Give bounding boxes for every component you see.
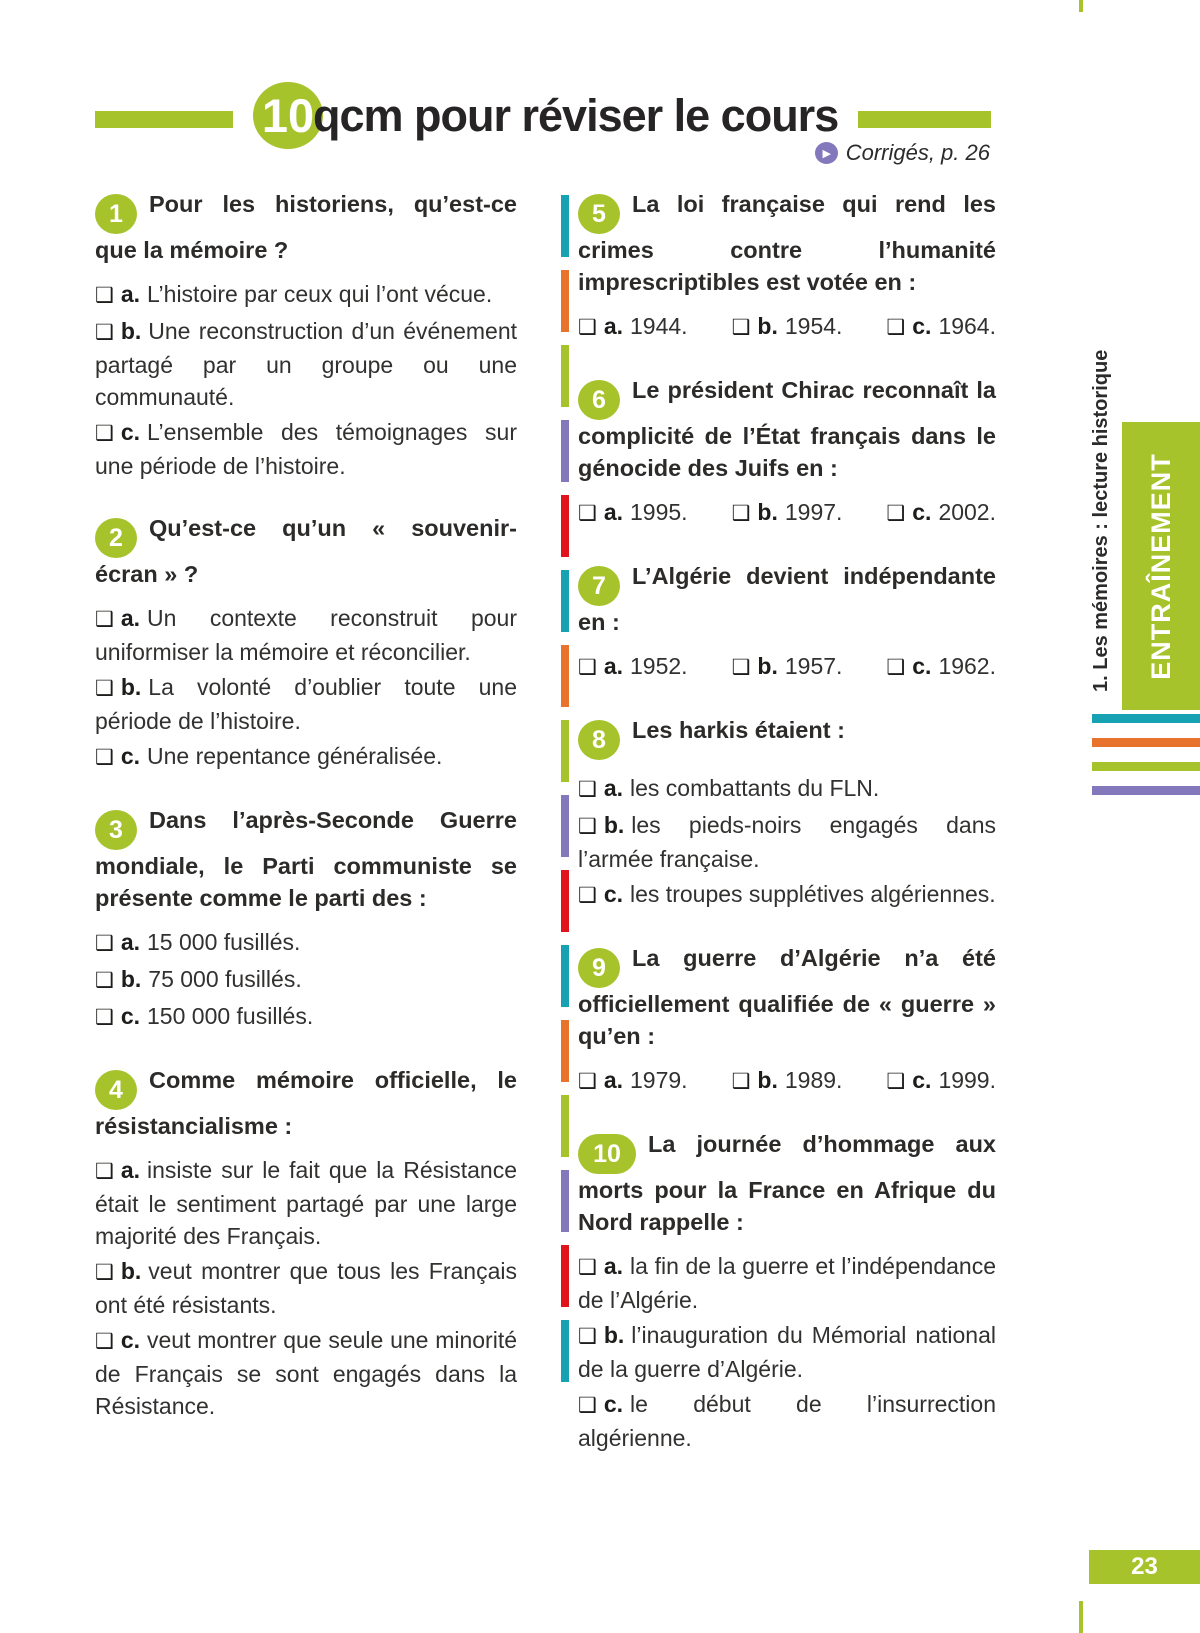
answer-option: [732, 310, 843, 344]
divider-segment: [561, 795, 569, 857]
sidebar-color-bar: [1092, 762, 1200, 771]
question-title: L’Algérie devient indépendante en :: [578, 563, 996, 635]
divider-segment: [561, 1020, 569, 1082]
question-text: [95, 1064, 517, 1142]
option-text: 150 000 fusillés.: [147, 1003, 314, 1029]
checkbox-icon[interactable]: ❑: [95, 1261, 114, 1284]
option-text: 1999.: [938, 1067, 996, 1093]
answer-option: [578, 809, 996, 875]
option-label: c.: [912, 653, 932, 679]
question-title: Comme mémoire officielle, le résistancialisme :: [95, 1067, 517, 1139]
checkbox-icon[interactable]: ❑: [95, 608, 114, 631]
page-header: [253, 82, 838, 149]
answer-option: [578, 1319, 996, 1385]
option-label: c.: [120, 1327, 141, 1353]
option-label: b.: [120, 318, 142, 344]
option-text: la fin de la guerre et l’indépendance de l’Algérie.: [578, 1253, 996, 1313]
option-text: 1979.: [630, 1067, 688, 1093]
option-text: L’histoire par ceux qui l’ont vécue.: [147, 281, 493, 307]
question-number-badge: 8: [578, 720, 620, 760]
question-1: [95, 188, 517, 482]
sidebar-color-bar: [1092, 714, 1200, 723]
header-rule-right: [858, 111, 991, 128]
checkbox-icon[interactable]: ❑: [95, 284, 114, 307]
divider-segment: [561, 1320, 569, 1382]
checkbox-icon[interactable]: ❑: [886, 1070, 906, 1093]
answer-option: [95, 416, 517, 482]
answer-option: [95, 963, 517, 997]
chapter-label-vertical: 1. Les mémoires : lecture historique: [1090, 349, 1112, 692]
answer-option: [95, 1154, 517, 1252]
divider-segment: [561, 495, 569, 557]
questions-column-left: [95, 188, 517, 1452]
option-label: b.: [120, 966, 142, 992]
option-label: a.: [120, 1157, 141, 1183]
trim-mark-top: [1079, 0, 1083, 12]
question-text: [578, 1128, 996, 1238]
question-7: [578, 560, 996, 684]
trim-mark-bottom: [1079, 1601, 1083, 1633]
option-label: a.: [603, 775, 624, 801]
question-text: [578, 560, 996, 638]
entrainement-banner-label: ENTRAÎNEMENT: [1145, 452, 1176, 680]
option-text: Un contexte reconstruit pour uniformiser la mémoire et réconcilier.: [95, 605, 517, 665]
divider-segment: [561, 1245, 569, 1307]
divider-segment: [561, 570, 569, 632]
answer-options-row: [578, 496, 996, 530]
header-rule-left: [95, 111, 233, 128]
question-title: La guerre d’Algérie n’a été officiellement qualifiée de « guerre » qu’en :: [578, 945, 996, 1049]
option-label: c.: [912, 499, 932, 525]
option-label: a.: [603, 499, 624, 525]
question-title: La journée d’hommage aux morts pour la France en Afrique du Nord rappelle :: [578, 1131, 996, 1235]
option-label: b.: [120, 1258, 142, 1284]
option-text: 1997.: [784, 499, 843, 525]
answer-option: [732, 1064, 843, 1098]
question-title: Qu’est-ce qu’un « souvenir-écran » ?: [95, 515, 517, 587]
checkbox-icon[interactable]: ❑: [95, 969, 114, 992]
question-9: [578, 942, 996, 1098]
option-label: c.: [603, 881, 624, 907]
option-label: b.: [757, 499, 778, 525]
answer-option: [578, 772, 996, 806]
divider-segment: [561, 645, 569, 707]
option-label: c.: [120, 743, 141, 769]
answer-option: [95, 671, 517, 737]
option-label: a.: [603, 313, 624, 339]
checkbox-icon[interactable]: ❑: [578, 1256, 597, 1279]
question-text: [95, 188, 517, 266]
question-title: Le président Chirac reconnaît la complicité de l’État français dans le génocide des Juifs en :: [578, 377, 996, 481]
answer-option: [732, 650, 843, 684]
option-text: veut montrer que tous les Français ont été résistants.: [95, 1258, 517, 1318]
answer-option: [886, 496, 996, 530]
checkbox-icon[interactable]: ❑: [731, 502, 751, 525]
entrainement-banner: [1122, 422, 1200, 710]
option-text: 1952.: [630, 653, 688, 679]
question-text: [95, 512, 517, 590]
answer-option: [578, 1388, 996, 1454]
answer-options-row: [578, 650, 996, 684]
option-label: c.: [120, 1003, 141, 1029]
question-title: Pour les historiens, qu’est-ce que la mémoire ?: [95, 191, 517, 263]
divider-segment: [561, 1095, 569, 1157]
answer-option: [886, 1064, 996, 1098]
answer-option: [578, 496, 688, 530]
checkbox-icon[interactable]: ❑: [731, 316, 751, 339]
divider-segment: [561, 720, 569, 782]
option-text: 1995.: [630, 499, 688, 525]
questions-column-right: [578, 188, 996, 1484]
answer-option: [578, 1064, 688, 1098]
option-label: c.: [912, 313, 932, 339]
option-text: 2002.: [938, 499, 996, 525]
divider-segment: [561, 270, 569, 332]
checkbox-icon[interactable]: ❑: [578, 815, 597, 838]
checkbox-icon[interactable]: ❑: [95, 1330, 114, 1353]
option-label: b.: [757, 1067, 778, 1093]
option-text: le début de l’insurrection algérienne.: [578, 1391, 996, 1451]
option-label: b.: [603, 1322, 625, 1348]
option-text: 15 000 fusillés.: [147, 929, 301, 955]
option-text: 1944.: [630, 313, 688, 339]
answer-option: [95, 315, 517, 413]
divider-segment: [561, 1170, 569, 1232]
question-text: [578, 188, 996, 298]
question-number-badge: 10: [578, 1134, 636, 1174]
answer-option: [578, 310, 688, 344]
answer-options-row: [578, 310, 996, 344]
sidebar-color-bars: [1092, 714, 1200, 810]
option-label: a.: [120, 929, 141, 955]
checkbox-icon[interactable]: ❑: [578, 1394, 597, 1417]
answer-option: [95, 278, 517, 312]
checkbox-icon[interactable]: ❑: [886, 316, 906, 339]
option-text: insiste sur le fait que la Résistance était le sentiment partagé par une large majorité des Français.: [95, 1157, 517, 1249]
divider-segment: [561, 345, 569, 407]
question-6: [578, 374, 996, 530]
question-text: [95, 804, 517, 914]
question-2: [95, 512, 517, 774]
checkbox-icon[interactable]: ❑: [578, 316, 597, 339]
checkbox-icon[interactable]: ❑: [95, 746, 114, 769]
option-text: les pieds-noirs engagés dans l’armée française.: [578, 812, 996, 872]
sidebar-color-bar: [1092, 738, 1200, 747]
option-label: b.: [120, 674, 142, 700]
answer-options-row: [578, 1064, 996, 1098]
option-label: b.: [757, 653, 778, 679]
option-text: Une repentance généralisée.: [147, 743, 443, 769]
question-number-badge: 1: [95, 194, 137, 234]
question-number-badge: 3: [95, 810, 137, 850]
option-text: 1989.: [784, 1067, 843, 1093]
sidebar-color-bar: [1092, 786, 1200, 795]
option-label: c.: [120, 419, 141, 445]
checkbox-icon[interactable]: ❑: [578, 502, 597, 525]
answer-option: [886, 310, 996, 344]
option-text: l’inauguration du Mémorial national de la guerre d’Algérie.: [578, 1322, 996, 1382]
question-text: [578, 374, 996, 484]
checkbox-icon[interactable]: ❑: [95, 677, 114, 700]
option-text: 1954.: [784, 313, 843, 339]
question-8: [578, 714, 996, 912]
answer-option: [95, 1324, 517, 1422]
divider-segment: [561, 945, 569, 1007]
option-text: Une reconstruction d’un événement partagé par un groupe ou une communauté.: [95, 318, 517, 410]
answer-option: [95, 740, 517, 774]
answer-option: [95, 602, 517, 668]
checkbox-icon[interactable]: ❑: [95, 1006, 114, 1029]
question-title: La loi française qui rend les crimes contre l’humanité imprescriptibles est votée en :: [578, 191, 996, 295]
question-text: [578, 942, 996, 1052]
checkbox-icon[interactable]: ❑: [95, 1160, 114, 1183]
answer-option: [578, 878, 996, 912]
corriges-link[interactable]: [815, 140, 990, 166]
question-number-badge: 7: [578, 566, 620, 606]
checkbox-icon[interactable]: ❑: [731, 1070, 751, 1093]
question-number-badge: 5: [578, 194, 620, 234]
checkbox-icon[interactable]: ❑: [578, 656, 597, 679]
option-text: 1964.: [938, 313, 996, 339]
question-number-badge: 2: [95, 518, 137, 558]
answer-option: [95, 1255, 517, 1321]
checkbox-icon[interactable]: ❑: [578, 1070, 597, 1093]
option-label: b.: [603, 812, 625, 838]
question-4: [95, 1064, 517, 1422]
column-divider: [561, 195, 569, 1395]
checkbox-icon[interactable]: ❑: [731, 656, 751, 679]
option-text: La volonté d’oublier toute une période de l’histoire.: [95, 674, 517, 734]
option-label: b.: [757, 313, 778, 339]
question-3: [95, 804, 517, 1034]
question-5: [578, 188, 996, 344]
answer-option: [578, 650, 688, 684]
header-count-badge: 10: [253, 82, 323, 149]
divider-segment: [561, 870, 569, 932]
option-text: 1962.: [938, 653, 996, 679]
answer-option: [732, 496, 843, 530]
question-title: Les harkis étaient :: [632, 717, 845, 743]
option-text: les troupes supplétives algériennes.: [630, 881, 996, 907]
answer-option: [95, 926, 517, 960]
option-label: a.: [120, 281, 141, 307]
page-number-badge: 23: [1089, 1550, 1200, 1584]
play-icon: ▶: [815, 142, 838, 164]
question-number-badge: 4: [95, 1070, 137, 1110]
question-10: [578, 1128, 996, 1454]
checkbox-icon[interactable]: ❑: [886, 656, 906, 679]
option-text: veut montrer que seule une minorité de Français se sont engagés dans la Résistance.: [95, 1327, 517, 1419]
question-number-badge: 9: [578, 948, 620, 988]
checkbox-icon[interactable]: ❑: [578, 778, 597, 801]
option-label: c.: [603, 1391, 624, 1417]
corriges-label: Corrigés, p. 26: [845, 140, 990, 165]
answer-option: [578, 1250, 996, 1316]
page-title: qcm pour réviser le cours: [313, 89, 839, 141]
option-text: L’ensemble des témoignages sur une période de l’histoire.: [95, 419, 517, 479]
option-text: les combattants du FLN.: [630, 775, 880, 801]
checkbox-icon[interactable]: ❑: [95, 422, 114, 445]
checkbox-icon[interactable]: ❑: [886, 502, 906, 525]
option-label: a.: [603, 653, 624, 679]
question-number-badge: 6: [578, 380, 620, 420]
question-title: Dans l’après-Seconde Guerre mondiale, le Parti communiste se présente comme le parti des :: [95, 807, 517, 911]
option-text: 75 000 fusillés.: [148, 966, 302, 992]
option-label: a.: [603, 1067, 624, 1093]
divider-segment: [561, 195, 569, 257]
option-label: a.: [120, 605, 141, 631]
checkbox-icon[interactable]: ❑: [95, 321, 114, 344]
option-text: 1957.: [784, 653, 843, 679]
checkbox-icon[interactable]: ❑: [578, 1325, 597, 1348]
option-label: c.: [912, 1067, 932, 1093]
divider-segment: [561, 420, 569, 482]
question-text: [578, 714, 996, 760]
option-label: a.: [603, 1253, 624, 1279]
checkbox-icon[interactable]: ❑: [95, 932, 114, 955]
checkbox-icon[interactable]: ❑: [578, 884, 597, 907]
answer-option: [95, 1000, 517, 1034]
answer-option: [886, 650, 996, 684]
